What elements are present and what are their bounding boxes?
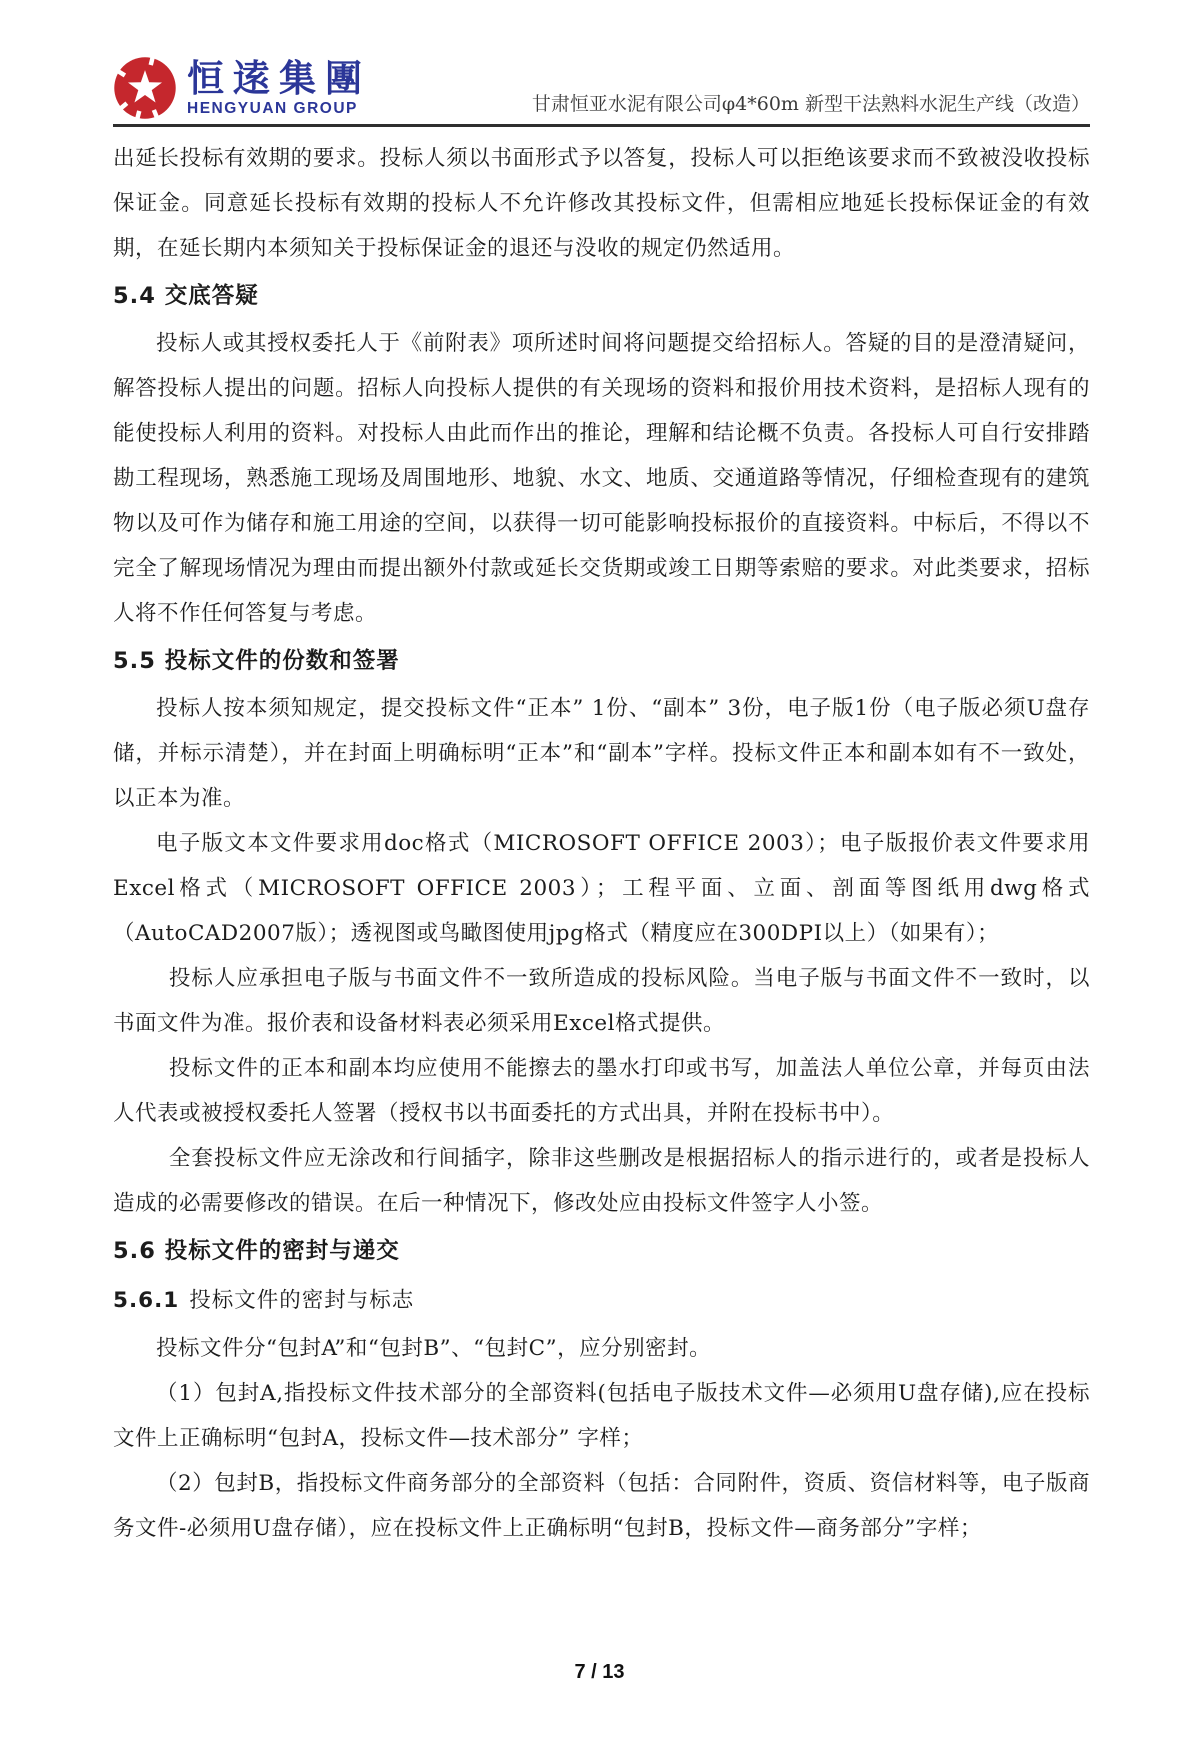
page-footer	[0, 1661, 1199, 1684]
page-header	[113, 50, 1090, 120]
page-number: 7 / 13	[574, 1661, 625, 1683]
heading-5-6-1-sealing-marking	[113, 1276, 1090, 1326]
paragraph-ink-and-signature: 投标文件的正本和副本均应使用不能擦去的墨水打印或书写，加盖法人单位公章，并每页由法人代表或被授权委托人签署（授权书以书面委托的方式出具，并附在投标书中）。	[113, 1056, 1090, 1126]
paragraph-envelope-overview: 投标文件分“包封A”和“包封B”、“包封C”，应分别密封。	[156, 1336, 712, 1361]
heading-5-4-clarification: 5.4 交底答疑	[113, 283, 259, 309]
project-title: 甘肃恒亚水泥有限公司φ4*60m 新型干法熟料水泥生产线（改造）	[531, 93, 1090, 115]
logo-chinese-name: 恒逺集團	[187, 55, 371, 100]
header-divider	[113, 124, 1090, 127]
hengyuan-emblem-icon	[113, 56, 177, 120]
paragraph-no-alteration: 全套投标文件应无涂改和行间插字，除非这些删改是根据招标人的指示进行的，或者是投标人造成的必需要修改的错误。在后一种情况下，修改处应由投标文件签字人小签。	[113, 1146, 1090, 1216]
heading-5-5-copies-signing: 5.5 投标文件的份数和签署	[113, 648, 400, 674]
paragraph-copies-original-duplicate: 投标人按本须知规定，提交投标文件“正本” 1份、“副本” 3份，电子版1份（电子版必须U盘存储，并标示清楚），并在封面上明确标明“正本”和“副本”字样。投标文件正本和副本如有不一致处，以正本为准。	[113, 696, 1090, 811]
paragraph-electronic-file-formats: 电子版文本文件要求用doc格式（MICROSOFT OFFICE 2003）；电子版报价表文件要求用Excel格式（MICROSOFT OFFICE 2003）；工程平面、立面、剖面等图纸用dwg格式（AutoCAD2007版）；透视图或鸟瞰图使用jpg格式（精度应在300DPI以上）（如果有）；	[113, 831, 1090, 946]
heading-5-6-1-title: 投标文件的密封与标志	[189, 1288, 415, 1313]
company-logo	[113, 56, 371, 120]
paragraph-envelope-b: （2）包封B，指投标文件商务部分的全部资料（包括：合同附件，资质、资信材料等，电子版商务文件-必须用U盘存储），应在投标文件上正确标明“包封B，投标文件—商务部分”字样；	[113, 1471, 1090, 1541]
heading-5-6-1-number: 5.6.1	[113, 1288, 180, 1313]
paragraph-bid-validity-extension: 出延长投标有效期的要求。投标人须以书面形式予以答复，投标人可以拒绝该要求而不致被没收投标保证金。同意延长投标有效期的投标人不允许修改其投标文件，但需相应地延长投标保证金的有效期，在延长期内本须知关于投标保证金的退还与没收的规定仍然适用。	[113, 146, 1090, 261]
paragraph-envelope-a: （1）包封A,指投标文件技术部分的全部资料(包括电子版技术文件—必须用U盘存储),应在投标文件上正确标明“包封A，投标文件—技术部分” 字样；	[113, 1381, 1090, 1451]
document-body	[113, 136, 1090, 1551]
logo-english-name: HENGYUAN GROUP	[187, 99, 358, 117]
logo-text	[187, 55, 371, 117]
paragraph-clarification-site-visit: 投标人或其授权委托人于《前附表》项所述时间将问题提交给招标人。答疑的目的是澄清疑问，解答投标人提出的问题。招标人向投标人提供的有关现场的资料和报价用技术资料，是招标人现有的能使投标人利用的资料。对投标人由此而作出的推论，理解和结论概不负责。各投标人可自行安排踏勘工程现场，熟悉施工现场及周围地形、地貌、水文、地质、交通道路等情况，仔细检查现有的建筑物以及可作为储存和施工用途的空间，以获得一切可能影响投标报价的直接资料。中标后，不得以不完全了解现场情况为理由而提出额外付款或延长交货期或竣工日期等索赔的要求。对此类要求，招标人将不作任何答复与考虑。	[113, 331, 1090, 626]
paragraph-electronic-vs-paper-risk: 投标人应承担电子版与书面文件不一致所造成的投标风险。当电子版与书面文件不一致时，以书面文件为准。报价表和设备材料表必须采用Excel格式提供。	[113, 966, 1090, 1036]
heading-5-6-sealing-submission: 5.6 投标文件的密封与递交	[113, 1238, 400, 1264]
